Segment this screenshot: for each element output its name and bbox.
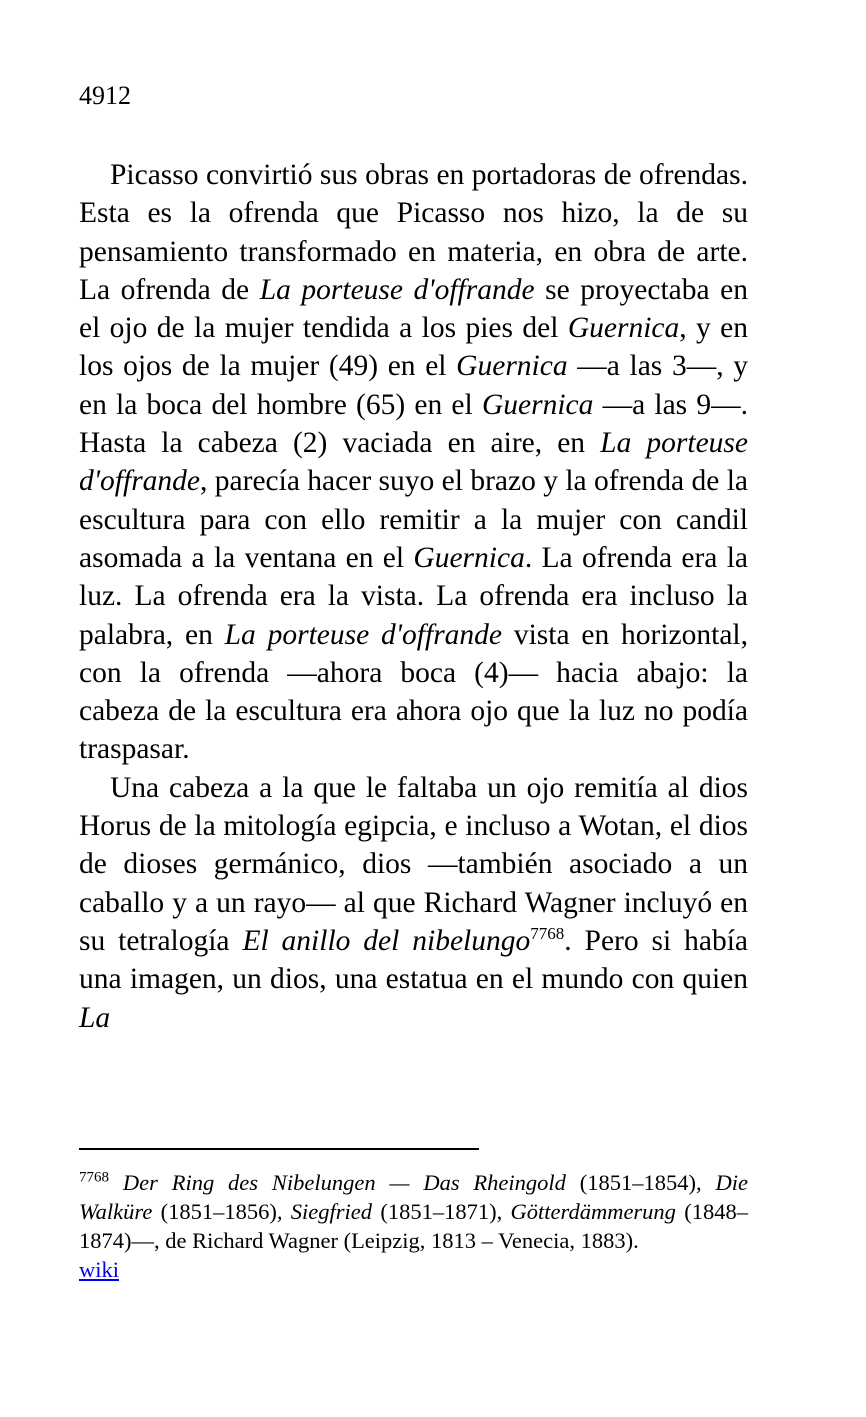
- text-span: (1851–1856): [152, 1199, 277, 1224]
- text-span: Picasso convirtió sus obras en portadoras de ofrendas. Esta es la ofrenda que Picasso nos hizo, la de su pensamiento transformado en materia, en obra de arte. La ofrenda de: [79, 159, 748, 306]
- page-number: 4912: [79, 81, 131, 110]
- footnote-number: 7768: [79, 1169, 109, 1186]
- body-text: [79, 156, 748, 1037]
- italic-title: Götterdämmerung: [510, 1199, 676, 1224]
- wiki-link[interactable]: wiki: [79, 1257, 120, 1282]
- footnote: [79, 1168, 748, 1284]
- text-span: se proyectaba en el ojo de la mujer tendida a los pies del: [79, 273, 749, 345]
- text-span: , parecía hacer suyo el brazo y la ofrenda de la escultura para con ello remitir a la mujer con candil asomada a la ventana en el: [79, 465, 748, 574]
- italic-title: Der Ring des Nibelungen — Das Rheingold: [122, 1170, 566, 1195]
- italic-title: La porteuse d'offrande: [79, 427, 748, 498]
- paragraph-2: [79, 769, 748, 1037]
- text-span: , y en los ojos de la mujer (49) en el: [79, 312, 748, 383]
- italic-title: La porteuse d'offrande: [224, 618, 503, 651]
- text-span: vista en horizontal, con la ofrenda —ahora boca (4)— hacia abajo: la cabeza de la escultura era ahora ojo que la luz no podía traspasar.: [79, 618, 748, 766]
- text-span: . La ofrenda era la luz. La ofrenda era la vista. La ofrenda era incluso la palabra, en: [79, 541, 749, 651]
- italic-title: , Siegfried: [276, 1199, 373, 1224]
- italic-title: Guernica: [567, 312, 680, 345]
- italic-title: Guernica: [456, 350, 568, 383]
- text-span: (1848–1874)—, de Richard Wagner (Leipzig, 1813 – Venecia, 1883).: [79, 1199, 748, 1253]
- italic-title: , Die Walküre: [79, 1170, 748, 1224]
- text-span: —a las 9—. Hasta la cabeza (2) vaciada en aire, en: [79, 388, 748, 460]
- footnote-reference[interactable]: 7768: [530, 924, 565, 944]
- text-span: —a las 3—, y en la boca del hombre (65) en el: [79, 350, 748, 421]
- italic-title: Guernica: [413, 541, 525, 574]
- italic-title: Guernica: [481, 388, 594, 421]
- italic-title: El anillo del nibelungo: [242, 924, 531, 957]
- paragraph-1: [79, 156, 748, 769]
- italic-title: La porteuse d'offrande: [259, 273, 535, 306]
- footnote-text: [79, 1168, 748, 1255]
- text-span: (1851–1854): [565, 1170, 697, 1195]
- italic-title: La: [79, 1001, 111, 1034]
- text-span: Una cabeza a la que le faltaba un ojo remitía al dios Horus de la mitología egipcia, e incluso a Wotan, el dios de dioses germánico, dios —también asociado a un caballo y a un rayo— al que Richard Wagner incluyó en su tetralogía: [79, 771, 748, 957]
- text-span: (1851–1871),: [372, 1199, 511, 1224]
- text-span: . Pero si había una imagen, un dios, una estatua en el mundo con quien: [79, 924, 748, 996]
- footnote-divider: [79, 1148, 479, 1150]
